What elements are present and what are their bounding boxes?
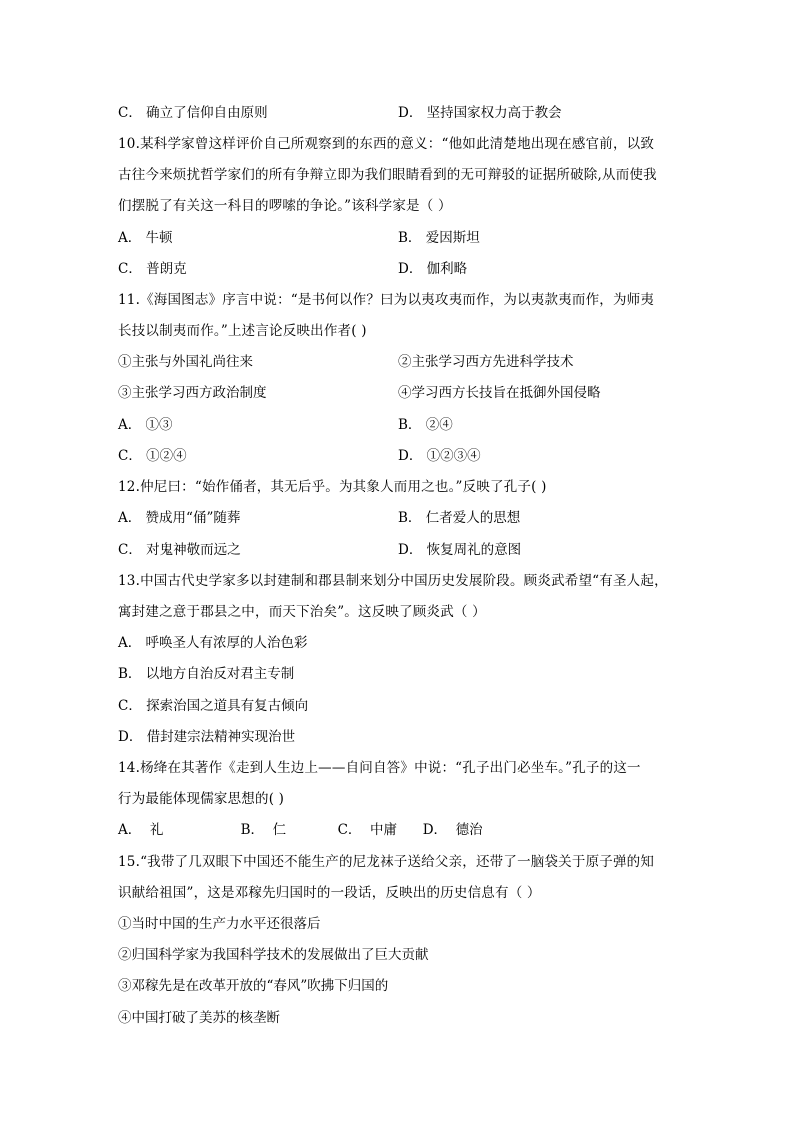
q11-option-d: D． ①②③④ [398,448,481,464]
q10-option-d: D． 伽利略 [398,261,468,277]
q11-option-a: A． ①③ [118,417,173,433]
q12-option-d: D． 恢复周礼的意图 [398,542,522,558]
q10-option-a: A． 牛顿 [118,230,173,246]
q10-stem-line-1: 10.某科学家曾这样评价自己所观察到的东西的意义：“他如此清楚地出现在感官前，以致 [118,136,655,152]
q11-stem-line-2: 长技以制夷而作。”上述言论反映出作者( ) [118,323,367,339]
q13-option-d: D． 借封建宗法精神实现治世 [118,729,296,745]
q14-stem-line-1: 14.杨绛在其著作《走到人生边上——自问自答》中说：“孔子出门必坐车。”孔子的这一 [118,760,641,776]
q9-option-c: C． 确立了信仰自由原则 [118,105,268,121]
q15-item-3: ③邓稼先是在改革开放的“春风”吹拂下归国的 [118,978,389,994]
q11-item-2: ②主张学习西方先进科学技术 [398,354,574,370]
q11-option-b: B． ②④ [398,417,453,433]
q13-stem-line-1: 13.中国古代史学家多以封建制和郡县制来划分中国历史发展阶段。顾炎武希望“有圣人起， [118,573,668,589]
q15-stem-line-2: 识献给祖国”，这是邓稼先归国时的一段话，反映出的历史信息有（ ） [118,885,541,901]
q12-option-c: C． 对鬼神敬而远之 [118,542,241,558]
q10-stem-line-3: 们摆脱了有关这一科目的啰嗦的争论。”该科学家是（ ） [118,198,452,214]
q14-options: A． 礼 B． 仁 C． 中庸 D． 德治 [118,822,483,838]
q15-item-4: ④中国打破了美苏的核垄断 [118,1010,280,1026]
q13-option-a: A． 呼唤圣人有浓厚的人治色彩 [118,635,308,651]
q11-item-4: ④学习西方长技旨在抵御外国侵略 [398,385,601,401]
q10-stem-line-2: 古往今来烦扰哲学家们的所有争辩立即为我们眼睛看到的无可辩驳的证据所破除,从而使我 [118,167,657,183]
q15-stem-line-1: 15.“我带了几双眼下中国还不能生产的尼龙袜子送给父亲，还带了一脑袋关于原子弹的知 [118,854,655,870]
q15-item-1: ①当时中国的生产力水平还很落后 [118,916,321,932]
q11-item-3: ③主张学习西方政治制度 [118,385,267,401]
q12-stem: 12.仲尼曰：“始作俑者，其无后乎。为其象人而用之也。”反映了孔子( ) [118,479,547,495]
q9-option-d: D． 坚持国家权力高于教会 [398,105,562,121]
q15-item-2: ②归国科学家为我国科学技术的发展做出了巨大贡献 [118,947,429,963]
q12-option-b: B． 仁者爱人的思想 [398,510,521,526]
q13-option-c: C． 探索治国之道具有复古倾向 [118,698,309,714]
q14-stem-line-2: 行为最能体现儒家思想的( ) [118,791,285,807]
q10-option-c: C． 普朗克 [118,261,187,277]
q12-option-a: A． 赞成用“俑”随葬 [118,510,241,526]
q11-item-1: ①主张与外国礼尚往来 [118,354,253,370]
q13-stem-line-2: 寓封建之意于郡县之中，而天下治矣”。这反映了顾炎武（ ） [118,604,486,620]
q11-option-c: C． ①②④ [118,448,187,464]
q13-option-b: B． 以地方自治反对君主专制 [118,666,295,682]
q10-option-b: B． 爱因斯坦 [398,230,480,246]
q11-stem-line-1: 11.《海国图志》序言中说：“是书何以作？曰为以夷攻夷而作，为以夷款夷而作，为师夷 [118,292,655,308]
